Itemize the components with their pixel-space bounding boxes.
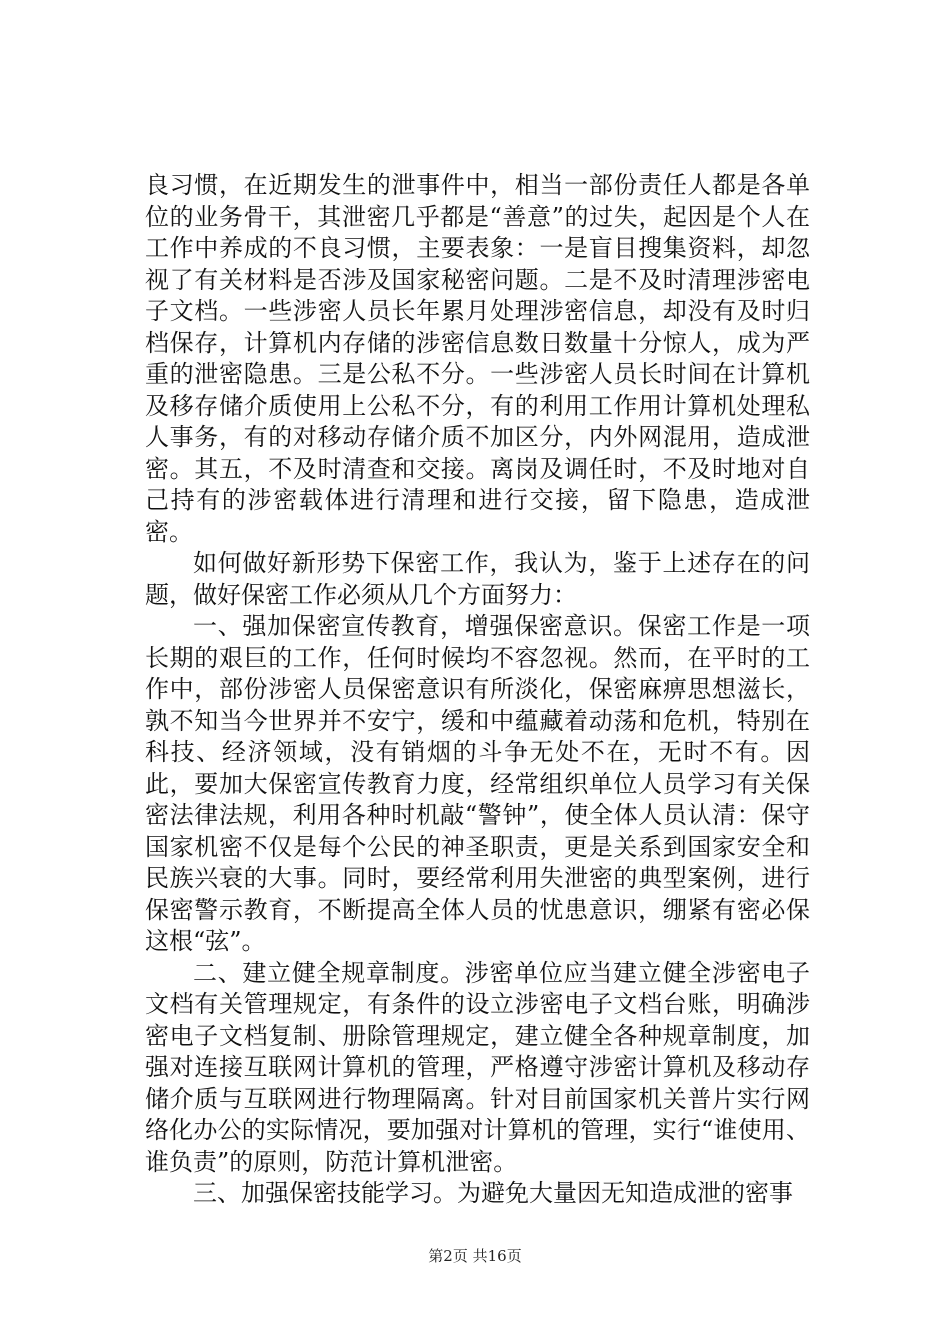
paragraph-point-two: 二、建立健全规章制度。涉密单位应当建立健全涉密电子文档有关管理规定，有条件的设立涉密电子文档台账，明确涉密电子文档复制、册除管理规定，建立健全各种规章制度，加强对连接互联网计算机的管理，严格遵守涉密计算机及移动存储介质与互联网进行物理隔离。针对目前国家机关普片实行网络化办公的实际情况，要加强对计算机的管理，实行“谁使用、谁负责”的原则，防范计算机泄密。 [145, 958, 810, 1176]
paragraph-point-one: 一、强加保密宣传教育，增强保密意识。保密工作是一项长期的艰巨的工作，任何时候均不容忽视。然而，在平时的工作中，部份涉密人员保密意识有所淡化，保密麻痹思想滋长，孰不知当今世界并不安宁，缓和中蕴藏着动荡和危机，特别在科技、经济领域，没有销烟的斗争无处不在，无时不有。因此，要加大保密宣传教育力度，经常组织单位人员学习有关保密法律法规，利用各种时机敲“警钟”，使全体人员认清：保守国家机密不仅是每个公民的神圣职责，更是关系到国家安全和民族兴衰的大事。同时，要经常利用失泄密的典型案例，进行保密警示教育，不断提高全体人员的忧患意识，绷紧有密必保这根“弦”。 [145, 612, 810, 955]
paragraph-continuation: 良习惯，在近期发生的泄事件中，相当一部份责任人都是各单位的业务骨干，其泄密几乎都是“善意”的过失，起因是个人在工作中养成的不良习惯，主要表象：一是盲目搜集资料，却忽视了有关材料是否涉及国家秘密问题。二是不及时清理涉密电子文档。一些涉密人员长年累月处理涉密信息，却没有及时归档保存，计算机内存储的涉密信息数日数量十分惊人，成为严重的泄密隐患。三是公私不分。一些涉密人员长时间在计算机及移存储介质使用上公私不分，有的利用工作用计算机处理私人事务，有的对移动存储介质不加区分，内外网混用，造成泄密。其五，不及时清查和交接。离岗及调任时，不及时地对自己持有的涉密载体进行清理和进行交接，留下隐患，造成泄密。 [145, 171, 810, 546]
page-number-footer: 第2页 共16页 [428, 1247, 522, 1265]
paragraph-intro: 如何做好新形势下保密工作，我认为，鉴于上述存在的问题，做好保密工作必须从几个方面努力： [145, 549, 810, 609]
document-body [145, 170, 810, 1210]
paragraph-point-three: 三、加强保密技能学习。为避免大量因无知造成泄的密事 [193, 1179, 793, 1207]
